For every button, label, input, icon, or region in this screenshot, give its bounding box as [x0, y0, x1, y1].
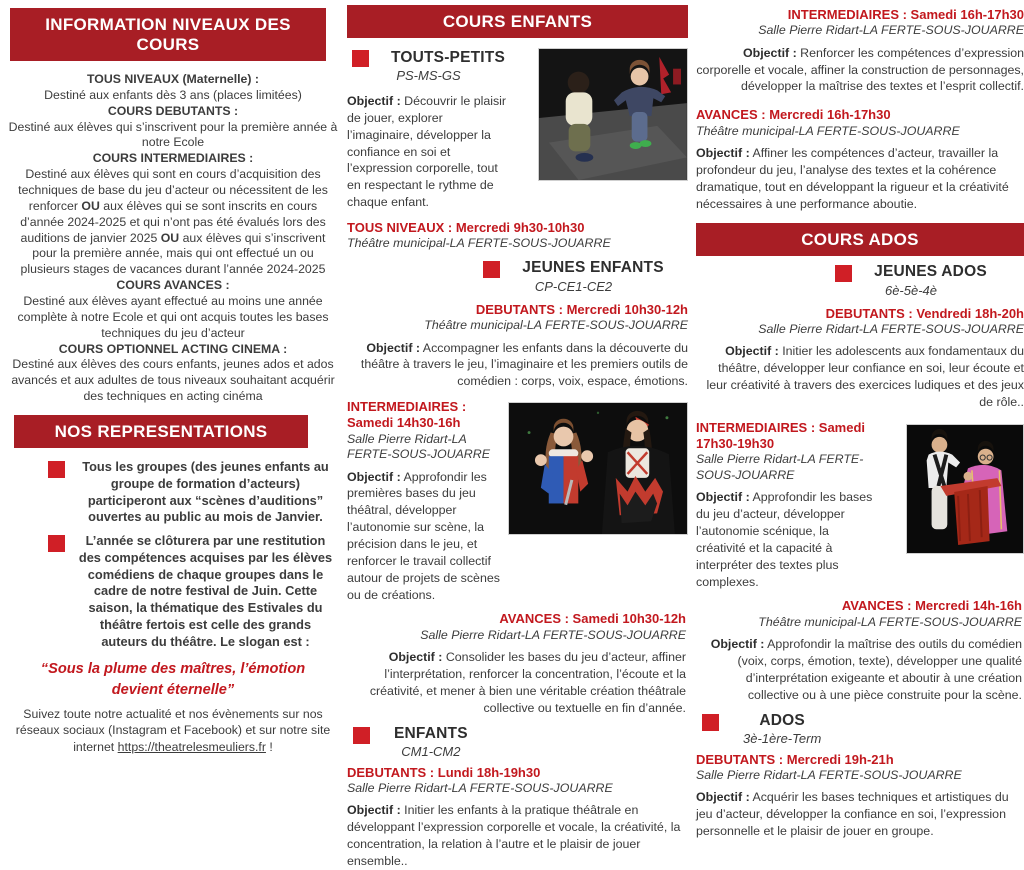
section-title: TOUTS-PETITS [390, 48, 506, 66]
level-title: COURS AVANCES : [116, 278, 230, 293]
objectif-text: Objectif : Découvrir le plaisir de jouer, explorer l’imaginaire, développer la confiance en soi et l’expression corporelle, tout en respectant le rythme de chaque enfant. [347, 94, 507, 210]
photo-jeunes-ados-scene [906, 424, 1024, 554]
venue-line: Salle Pierre Ridart-LA FERTE-SOUS-JOUARRE [758, 23, 1024, 38]
schedule-line: DEBUTANTS : Mercredi 19h-21h [696, 751, 894, 767]
levels-info [8, 72, 338, 405]
venue-line: Théâtre municipal-LA FERTE-SOUS-JOUARRE [696, 123, 960, 138]
touts-petits-schedule [347, 220, 688, 252]
schedule-line: AVANCES : Mercredi 14h-16h [841, 598, 1022, 614]
season-slogan: “Sous la plume des maîtres, l’émotion devient éternelle” [40, 661, 306, 698]
list-item [48, 459, 334, 526]
schedule-line: INTERMEDIAIRES : Samedi 17h30-19h30 [696, 419, 866, 451]
venue-line: Théâtre municipal-LA FERTE-SOUS-JOUARRE [424, 318, 688, 333]
red-square-bullet-icon [352, 50, 369, 67]
venue-line: Salle Pierre Ridart-LA FERTE-SOUS-JOUARRE [347, 431, 490, 462]
schedule-line: AVANCES : Samedi 10h30-12h [499, 611, 686, 627]
objectif-text: Objectif : Consolider les bases du jeu d’acteur, affiner l’interprétation, renforcer la concentration, l’écoute et la créativité, et mener à bien une véritable création théâtrale collective ou textuelle en fin d’année. [369, 650, 686, 715]
list-item [48, 533, 334, 650]
photo-touts-petits [538, 48, 688, 181]
objectif-text: Objectif : Affiner les compétences d’acteur, travailler la profondeur du jeu, l’analyse des textes et la cohérence dramatique, tout en développant la rigueur et la créativité nécessaires à une performance aboutie. [696, 146, 1009, 211]
venue-line: Salle Pierre Ridart-LA FERTE-SOUS-JOUARRE [696, 767, 962, 782]
section-grades: PS-MS-GS [396, 68, 461, 83]
section-title: JEUNES ADOS [874, 263, 987, 281]
cours-ados-header: COURS ADOS [696, 223, 1024, 256]
venue-line: Théâtre municipal-LA FERTE-SOUS-JOUARRE [347, 236, 611, 251]
right-column [696, 0, 1024, 840]
objectif-text: Objectif : Initier les adolescents aux fondamentaux du théâtre, développer leur confiance en soi, leur écoute et leur créativité à travers des exercices ludiques et des jeux de rôle.. [706, 344, 1024, 409]
red-square-bullet-icon [48, 461, 65, 478]
venue-line: Salle Pierre Ridart-LA FERTE-SOUS-JOUARRE [347, 780, 613, 795]
level-desc: Destiné aux élèves qui sont en cours d’acquisition des techniques de base du jeu d’acteur ou nécessitent de les renforcer OU aux élèves qui se sont inscrits en cours d’année 2024-2025 et qui n’ont pas été évalués lors des auditions de janvier 2025 OU aux élèves qui s’inscrivent pour la première année, mais qui ont effectué un ou plusieurs stages de vacances durant l’année 2024-2025 [18, 167, 328, 277]
cours-enfants-header: COURS ENFANTS [347, 5, 688, 38]
middle-column [347, 0, 688, 870]
representations-header: NOS REPRESENTATIONS [14, 415, 308, 448]
section-title: ADOS [759, 711, 805, 729]
level-title: COURS INTERMEDIAIRES : [92, 151, 254, 166]
schedule-line: INTERMEDIAIRES : Samedi 16h-17h30 [787, 7, 1024, 22]
venue-line: Salle Pierre Ridart-LA FERTE-SOUS-JOUARRE [420, 627, 686, 642]
level-title: COURS OPTIONNEL ACTING CINEMA : [58, 341, 288, 356]
section-grades: CP-CE1-CE2 [534, 278, 613, 294]
jeunes-enfants-avances [347, 611, 688, 716]
enfants-avances-continued [696, 107, 1024, 212]
objectif-text: Objectif : Renforcer les compétences d’expression corporelle et vocale, affiner la construction de personnages, développer la maîtrise des textes et l’esprit collectif. [696, 45, 1024, 94]
jeunes-enfants-intermediaires [347, 399, 688, 603]
section-grades: 3è-1ère-Term [743, 730, 822, 746]
section-touts-petits [347, 48, 688, 211]
social-note: Suivez toute notre actualité et nos évènements sur nos réseaux sociaux (Instagram et Facebook) et sur notre site internet https://theatrelesmeuliers.fr ! [15, 707, 331, 754]
ados-debutants [696, 752, 1024, 840]
jeunes-enfants-debutants [347, 302, 688, 390]
red-square-bullet-icon [483, 261, 500, 278]
red-square-bullet-icon [835, 265, 852, 282]
objectif-text: Objectif : Approfondir la maîtrise des outils du comédien (voix, corps, émotion, texte), développer une qualité d’interprétation exigeante et aboutir à une création collective ou à une pièce construite pour la scène. [710, 637, 1022, 702]
schedule-line: DEBUTANTS : Mercredi 10h30-12h [475, 301, 688, 317]
objectif-text: Objectif : Approfondir les bases du jeu d’acteur, développer l’autonomie scénique, la créativité et la capacité à interpréter des textes plus complexes. [696, 490, 873, 589]
venue-line: Théâtre municipal-LA FERTE-SOUS-JOUARRE [758, 614, 1022, 629]
section-enfants-heading [353, 725, 688, 759]
level-desc: Destiné aux élèves ayant effectué au moins une année complète à notre Ecole et qui ont acquis toutes les bases techniques du jeu d’acteur [17, 294, 329, 340]
representations-list [8, 459, 338, 650]
jeunes-ados-intermediaires [696, 420, 1024, 591]
schedule-line: AVANCES : Mercredi 16h-17h30 [696, 107, 891, 123]
level-title: COURS DEBUTANTS : [107, 103, 239, 118]
jeunes-ados-debutants [696, 306, 1024, 411]
left-column [8, 0, 338, 755]
level-desc: Destiné aux enfants dès 3 ans (places limitées) [44, 87, 302, 102]
objectif-text: Objectif : Acquérir les bases techniques et artistiques du jeu d’acteur, développer la confiance en soi, l’expression personnelle et le plaisir de jouer en groupe. [696, 790, 1009, 839]
bullet-text: Tous les groupes (des jeunes enfants au groupe de formation d’acteurs) participeront aux “scènes d’auditions” ouvertes au public au mois de Janvier. [82, 459, 329, 525]
photo-jeunes-enfants-costumes [508, 402, 688, 535]
red-square-bullet-icon [353, 727, 370, 744]
section-grades: 6è-5è-4è [884, 282, 938, 298]
red-square-bullet-icon [48, 535, 65, 552]
enfants-intermediaires-continued [696, 7, 1024, 95]
schedule-line: TOUS NIVEAUX : Mercredi 9h30-10h30 [347, 220, 585, 236]
section-jeunes-ados-heading [816, 263, 1006, 298]
schedule-line: DEBUTANTS : Lundi 18h-19h30 [347, 764, 541, 780]
bullet-text: L’année se clôturera par une restitution des compétences acquises par les élèves comédiens de chaque groupes dans le cadre de notre festival de Juin. Cette saison, la thématique des Estivales du théâtre fertois est celle des grands auteurs du théâtre. Le slogan est : [78, 533, 333, 649]
level-title: TOUS NIVEAUX (Maternelle) : [87, 72, 259, 86]
enfants-debutants [347, 765, 688, 870]
objectif-text: Objectif : Accompagner les enfants dans la découverte du théâtre à travers le jeu, l’imaginaire et les premiers outils de comédien : corps, voix, espace, émotions. [360, 340, 688, 389]
level-desc: Destiné aux élèves des cours enfants, jeunes ados et ados avancés et aux adultes de tous niveaux souhaitant acquérir des techniques en acting cinéma [11, 357, 335, 404]
section-ados-heading [702, 712, 1024, 746]
website-link[interactable]: https://theatrelesmeuliers.fr [117, 739, 266, 754]
schedule-line: DEBUTANTS : Vendredi 18h-20h [825, 305, 1024, 321]
jeunes-ados-avances [696, 598, 1024, 703]
section-title: ENFANTS [394, 724, 468, 742]
section-title: JEUNES ENFANTS [522, 259, 664, 277]
level-desc: Destiné aux élèves qui s’inscrivent pour la première année à notre Ecole [8, 119, 338, 150]
objectif-text: Objectif : Approfondir les premières bases du jeu théâtral, développer l’autonomie sur scène, la précision dans le jeu, et renforcer le travail collectif autour de projets de scènes ou de créations. [347, 469, 500, 602]
section-jeunes-enfants-heading [471, 259, 676, 294]
info-levels-header: INFORMATION NIVEAUX DES COURS [10, 8, 326, 61]
objectif-text: Objectif : Initier les enfants à la pratique théâtrale en développant l’expression corporelle et vocale, la créativité, la concentration, la relation à l’autre et le plaisir de jouer ensemble.. [347, 803, 681, 868]
schedule-line: INTERMEDIAIRES : Samedi 14h30-16h [347, 399, 467, 431]
section-heading [347, 48, 510, 67]
section-grades: CM1-CM2 [401, 743, 461, 759]
venue-line: Salle Pierre Ridart-LA FERTE-SOUS-JOUARRE [696, 452, 864, 482]
venue-line: Salle Pierre Ridart-LA FERTE-SOUS-JOUARRE [758, 321, 1024, 336]
red-square-bullet-icon [702, 714, 719, 731]
